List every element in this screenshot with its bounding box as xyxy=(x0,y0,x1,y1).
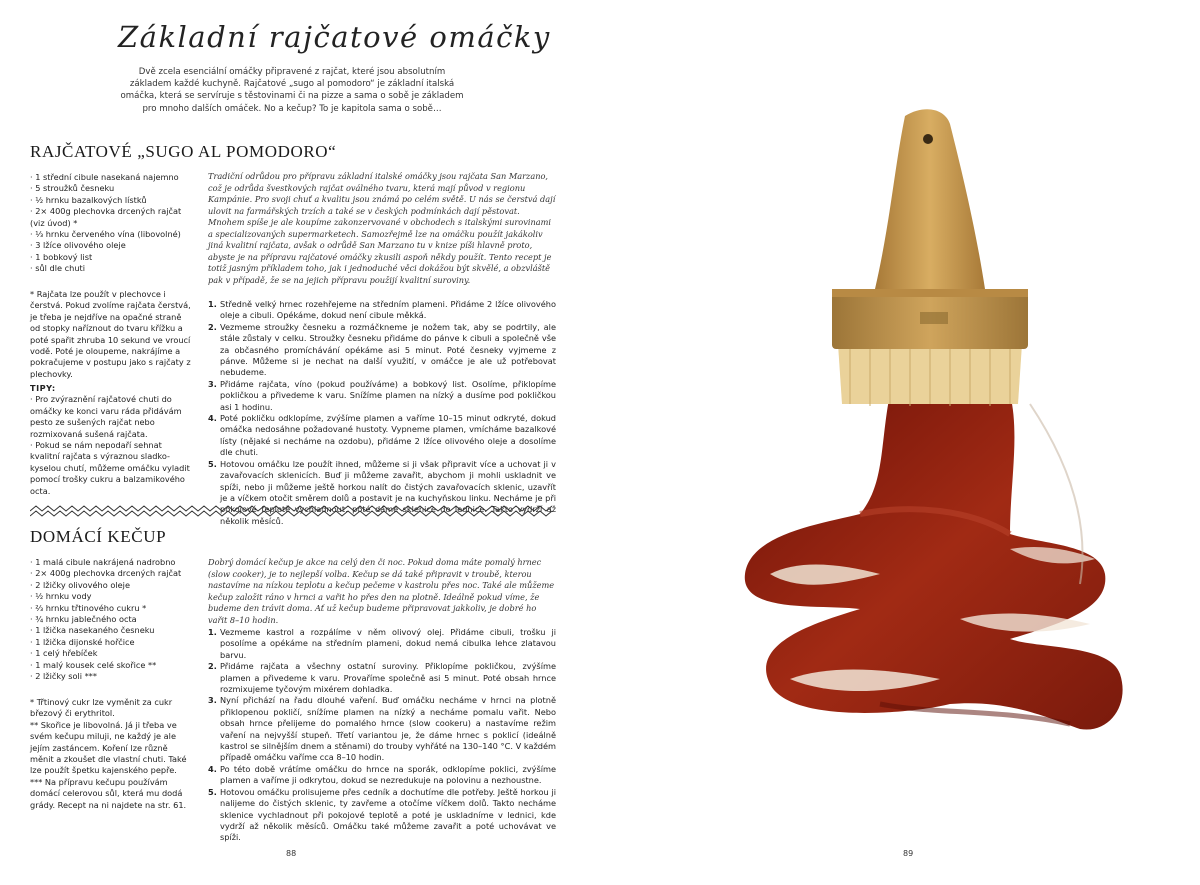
step-number: 3. xyxy=(208,695,217,706)
ingredients-list-sugo xyxy=(30,172,192,275)
ingredient-item: · ⅓ hrnku červeného vína (libovolné) xyxy=(30,229,181,240)
brush-with-sauce-swirl-icon xyxy=(710,104,1160,764)
step-number: 2. xyxy=(208,321,217,332)
step-text: Nyní přichází na řadu dlouhé vaření. Buď omáčku necháme v hrnci na plotně přiklopenou pokličí, snížíme plamen na nízký a necháme pomalu vařit. Nebo obsah hrnce přelijeme do pomalého hrnce (slow cookeru) a nastavíme režim vaření na nejvyšší stupeň. Třetí variantou je, že dáme hrnec s poklicí (ideálně kastrol se silnějším dnem a stěnami) do trouby vyhřáté na 130–140 °C. V každém případě omáčku vaříme cca 8–10 hodin. xyxy=(220,695,556,763)
step-item xyxy=(208,413,556,459)
step-number: 1. xyxy=(208,627,217,637)
ingredient-item: · ⅔ hrnku třtinového cukru * xyxy=(30,602,147,613)
step-text: Středně velký hrnec rozehřejeme na středním plameni. Přidáme 2 lžíce olivového oleje a cibuli. Opékáme, dokud není cibule měkká. xyxy=(220,299,556,321)
ingredient-item: · 2 lžičky soli *** xyxy=(30,671,97,682)
tips-heading: TIPY: xyxy=(30,383,56,393)
ingredient-item: · 2 lžičky olivového oleje xyxy=(30,579,130,590)
ingredient-item: · 5 stroužků česneku xyxy=(30,183,115,194)
step-number: 4. xyxy=(208,413,217,424)
ingredient-item: · 1 lžička nasekaného česneku xyxy=(30,625,155,636)
step-item xyxy=(208,661,556,695)
ingredient-item: · ¾ hrnku jablečného octa xyxy=(30,614,137,625)
intro-text: Dvě zcela esenciální omáčky připravené z rajčat, které jsou absolutním základem každé kuchyně. Rajčatové „sugo al pomodoro“ je základní italská omáčka, která se servíruje s těstovinami či na pizze a sama o sobě je základem pro mnoho dalších omáček. No a kečup? To je kapitola sama o sobě… xyxy=(120,67,464,114)
zigzag-divider xyxy=(30,504,554,518)
page-title: Základní rajčatové omáčky xyxy=(118,20,551,54)
step-item xyxy=(208,379,556,413)
step-item xyxy=(208,764,556,787)
recipe-title-ketchup: DOMÁCÍ KEČUP xyxy=(30,527,167,546)
step-number: 5. xyxy=(208,786,217,797)
footnote-text: * Třtinový cukr lze vyměnit za cukr březový či erythritol. xyxy=(30,697,173,719)
step-text: Hotovou omáčku lze použít ihned, můžeme si ji však připravit více a uchovat ji v zavařovacích sklenicích. Buď ji můžeme zavařit, abychom ji mohli uskladnit ve spíži, nebo ji můžeme ještě horkou nalít do čistých zavařovacích sklenic, uzavřít je a víčkem otočit směrem dolů a postavit je na kuchyňskou linku. Necháme je při pokojové teplotě vychladnout, poté dáme sklenice do lednice. Takto vydrží až několik měsíců. xyxy=(220,458,556,526)
step-item xyxy=(208,787,556,844)
ingredient-item: · 2× 400g plechovka drcených rajčat (viz úvod) * xyxy=(30,206,182,228)
footnote-text: ** Skořice je libovolná. Já ji třeba ve svém kečupu miluji, ne každý je ale jejím zastáncem. Koření lze různě měnit a zkoušet dle vlastní chuti. Také lze použít špetku kajenského pepře. xyxy=(30,719,187,776)
step-number: 3. xyxy=(208,378,217,389)
right-page xyxy=(600,0,1200,885)
lead-text-ketchup: Dobrý domácí kečup je akce na celý den či noc. Pokud doma máte pomalý hrnec (slow cooker), je to nejlepší volba. Kečup se dá také připravit v troubě, kterou nastavíme na nízkou teplotu a kečup pečeme v kastrolu přes noc. Také ale můžeme kečup založit ráno v hrnci a vařit ho přes den na plotně. Ideálně pokud víme, že budeme den trávit doma. Ať už kečup budeme připravovat jakkoliv, je dobré ho vařit 8–10 hodin. xyxy=(208,557,555,625)
tips-sugo xyxy=(30,383,192,497)
ingredient-item: · 1 celý hřebíček xyxy=(30,648,98,659)
ingredient-item: · 2× 400g plechovka drcených rajčat xyxy=(30,568,182,579)
recipe-title-sugo: RAJČATOVÉ „SUGO AL POMODORO“ xyxy=(30,142,337,161)
ingredient-item: · ½ hrnku bazalkových lístků xyxy=(30,194,147,205)
step-item xyxy=(208,695,556,763)
step-text: Po této době vrátíme omáčku do hrnce na sporák, odklopíme poklici, zvýšíme plamen a vaříme ji odkrytou, dokud se nezredukuje na polovinu a nezhoustne. xyxy=(220,763,556,786)
ingredient-item: · 1 bobkový list xyxy=(30,251,93,262)
step-number: 2. xyxy=(208,661,217,672)
steps-list-ketchup xyxy=(208,627,556,844)
step-text: Hotovou omáčku prolisujeme přes cedník a dochutíme dle potřeby. Ještě horkou ji nalijeme do čistých sklenic, ty zavřeme a otočíme víčkem dolů. Takto necháme sklenice vychladnout při pokojové teplotě a poté je uskladníme v lednici, kde vydrží až několik měsíců. Omáčku také můžeme zavařit a poté uchovávat ve spíži. xyxy=(220,786,556,843)
ingredients-list-ketchup xyxy=(30,557,192,682)
step-item xyxy=(208,299,556,322)
ingredient-item: · ½ hrnku vody xyxy=(30,591,92,602)
lead-text-sugo: Tradiční odrůdou pro přípravu základní italské omáčky jsou rajčata San Marzano, což je odrůda švestkových rajčat oválného tvaru, která mají původ v regionu Kampánie. Pro svoji chuť a kvalitu jsou známá po celém světě. U nás se čerstvá dají ulovit na farmářských trzích a také se v českých podmínkách dají pěstovat. Mnohem spíše je ale koupíme zakonzervované v obchodech s italskými surovinami a specializovaných supermarketech. Samozřejmě lze na omáčku použít jakákoliv jiná kvalitní rajčata, avšak o odrůdě San Marzano tu v knize píši hlavně proto, abyste je na přípravu rajčatové omáčky zkusili aspoň někdy použít. Tento recept je totiž jasným příkladem toho, jak i jednoduché věci dokážou být skvělé, a obzvláště pak v případě, že se na jejich přípravu použijí kvalitní suroviny. xyxy=(208,171,556,285)
ingredient-item: · sůl dle chuti xyxy=(30,263,86,274)
ingredient-item: · 1 lžička dijonské hořčice xyxy=(30,636,135,647)
footnote-text: *** Na přípravu kečupu používám domácí celerovou sůl, která mu dodá grády. Recept na ni najdete na str. 61. xyxy=(30,776,187,810)
ingredient-item: · 1 střední cibule nasekaná najemno xyxy=(30,172,179,182)
step-text: Přidáme rajčata, víno (pokud používáme) a bobkový list. Osolíme, přiklopíme pokličkou a přivedeme k varu. Snížíme plamen na nízký a dusíme pod pokličkou asi 1 hodinu. xyxy=(220,378,556,412)
step-item xyxy=(208,322,556,379)
step-text: Přidáme rajčata a všechny ostatní suroviny. Přiklopíme pokličkou, zvýšíme plamen a přivedeme k varu. Provaříme společně asi 5 minut. Poté obsah hrnce rozmixujeme tyčovým mixérem dohladka. xyxy=(220,661,556,695)
ingredient-item: · 1 malý kousek celé skořice ** xyxy=(30,659,157,670)
step-text: Vezmeme kastrol a rozpálíme v něm olivový olej. Přidáme cibuli, trošku ji posolíme a opékáme na středním plameni, dokud nemá cibulka lehce zlatavou barvu. xyxy=(220,627,556,660)
step-text: Poté pokličku odklopíme, zvýšíme plamen a vaříme 10–15 minut odkryté, dokud omáčka nedosáhne požadované hustoty. Vypneme plamen, vmícháme bazalkové lísty (nějaké si necháme na ozdobu), přidáme 2 lžíce olivového oleje a dosolíme dle chuti. xyxy=(220,413,556,458)
footnotes-ketchup xyxy=(30,697,192,811)
step-number: 5. xyxy=(208,458,217,469)
page-number-right: 89 xyxy=(903,849,914,858)
step-text: Vezmeme stroužky česneku a rozmáčkneme je nožem tak, aby se podrtily, ale stále zůstaly v celku. Stroužky česneku přidáme do pánve k cibuli a společně vše za občasného promíchávání opékáme asi 5 minut. Poté česneky vyjmeme z pánve. Můžeme si je nechat na další využití, v omáčce je ale už potřebovat nebudeme. xyxy=(220,321,556,378)
tip-item: · Pokud se nám nepodaří sehnat kvalitní rajčata s výraznou sladko-kyselou chutí, můžeme omáčku vyladit pomocí trošky cukru a balzamikového octa. xyxy=(30,440,190,496)
footnote-text: * Rajčata lze použít v plechovce i čerstvá. Pokud zvolíme rajčata čerstvá, je třeba je nejdříve na opačné straně od stopky naříznout do tvaru křížku a poté spařit zhruba 10 sekund ve vroucí vodě. Poté je oloupeme, nakrájíme a pokračujeme v postupu jako s rajčaty z plechovky. xyxy=(30,289,191,379)
step-number: 4. xyxy=(208,763,217,774)
step-number: 1. xyxy=(208,299,217,309)
tip-item: · Pro zvýraznění rajčatové chuti do omáčky ke konci varu ráda přidávám pesto ze sušených rajčat nebo rozmixovaná sušená rajčata. xyxy=(30,394,182,439)
ingredient-item: · 3 lžíce olivového oleje xyxy=(30,240,126,251)
page-number-left: 88 xyxy=(286,849,297,858)
steps-list-sugo xyxy=(208,299,556,527)
step-item xyxy=(208,627,556,661)
footnote-sugo xyxy=(30,289,192,380)
ingredient-item: · 1 malá cibule nakrájená nadrobno xyxy=(30,557,176,567)
